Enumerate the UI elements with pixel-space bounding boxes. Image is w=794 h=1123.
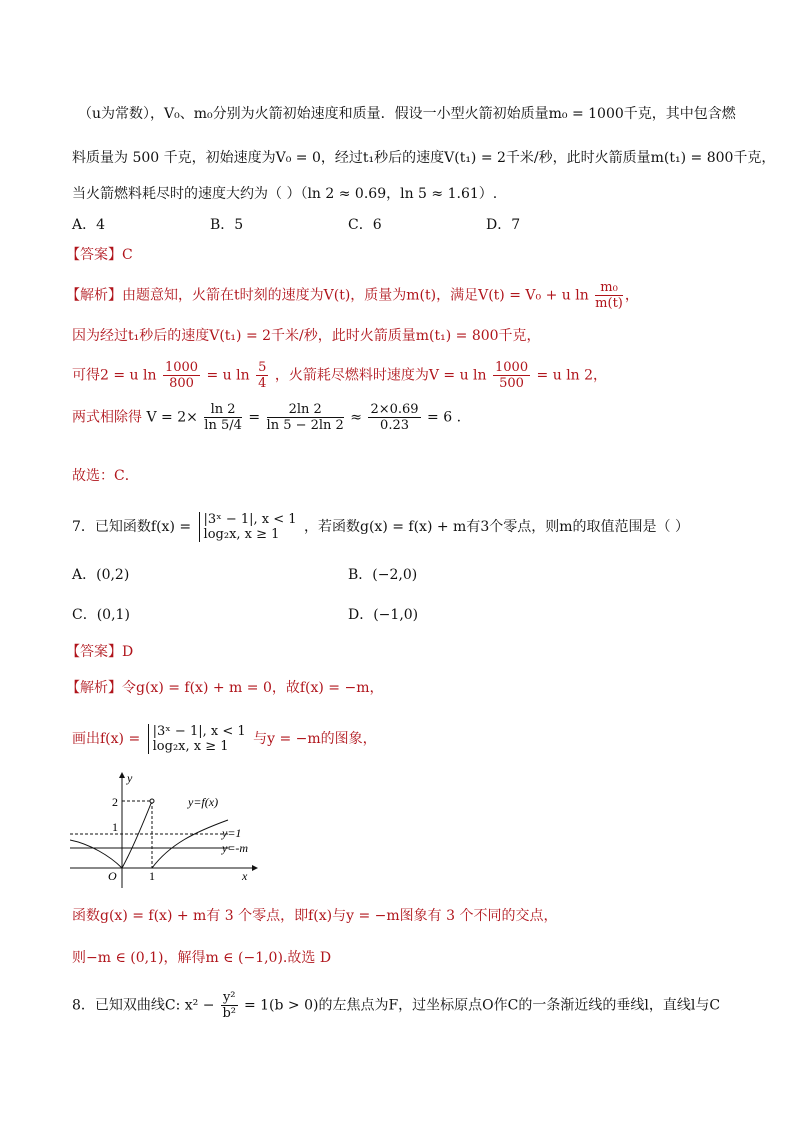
q6-analysis-4: 两式相除得 V = 2× $\frac{\ln 2}{\ln 5/4}$ = $\frac{2\ln 2}{\ln 5 - 2\ln 2}$ ≈ $\frac{2\times 0.69}{0.23}$ = 6 . [72,402,462,433]
q6-line1: （u为常数），V₀、m₀分别为火箭初始速度和质量．假设一小型火箭初始质量m₀ = 1000千克，其中包含燃 [78,106,736,122]
q6-analysis-5: 故选：C． [72,468,139,484]
fraction: $\frac{\text{m₀}}{m(t)}$ [595,280,623,311]
x-axis-label: x [242,869,248,883]
q6-line3: 当火箭燃料耗尽时的速度大约为（ ）（ln 2 ≈ 0.69，ln 5 ≈ 1.61）. [72,186,498,202]
curve-label: y=f(x) [188,795,219,809]
q7-analysis-3: 函数g(x) = f(x) + m有 3 个零点，即f(x)与y = −m图象有 3 个不同的交点， [72,908,558,924]
q7-analysis-2: 画出f(x) = |3ˣ − 1|, x < 1 log₂x, x ≥ 1 与y = −m的图象， [72,724,377,754]
q6-line2: 料质量为 500 千克，初始速度为V₀ = 0，经过t₁秒后的速度V(t₁) = 2千米/秒，此时火箭质量m(t₁) = 800千克， [72,150,776,166]
origin-label: O [108,869,117,883]
answer-value: C [122,247,133,263]
q7-analysis-4: 则−m ∈ (0,1)，解得m ∈ (−1,0).故选 D [72,950,332,966]
tick-x1: 1 [149,869,155,883]
q6-analysis-2: 因为经过t₁秒后的速度V(t₁) = 2千米/秒，此时火箭质量m(t₁) = 800千克， [72,328,541,344]
q6-option-c: C．6 [348,217,382,233]
q7-option-b: B．(−2,0) [348,567,418,583]
curve-right [152,820,228,868]
analysis-text: 由题意知，火箭在t时刻的速度为V(t)，质量为m(t)，满足V(t) = V₀ + u ln [122,287,589,304]
q7-answer: 【答案】D [66,644,134,660]
answer-label: 【答案】 [66,247,122,263]
q6-option-d: D．7 [486,217,521,233]
function-graph [70,770,270,890]
tick-1: 1 [112,820,118,834]
q6-analysis-3: 可得2 = u ln $\frac{1000}{800}$ = u ln $\frac{5}{4}$ ，火箭耗尽燃料时速度为V = u ln $\frac{1000}{500}$ = u ln 2， [72,360,608,391]
y-axis-label: y [127,771,133,785]
line2-label: y=-m [222,841,249,855]
analysis-label: 【解析】 [66,287,122,304]
q7-stem: 7．已知函数f(x) = |3ˣ − 1|, x < 1 log₂x, x ≥ 1 ，若函数g(x) = f(x) + m有3个零点，则m的取值范围是（ ） [72,512,689,542]
q6-option-b: B．5 [210,217,244,233]
q7-option-d: D．(−1,0) [348,607,419,623]
q8-stem: 8．已知双曲线C: x² − $\frac{\text{y²}}{\text{b²}}$ = 1(b > 0)的左焦点为F，过坐标原点O作C的一条渐近线的垂线l，直线l与C [72,990,721,1021]
q6-answer [66,245,133,265]
q6-analysis-1: 【解析】由题意知，火箭在t时刻的速度为V(t)，质量为m(t)，满足V(t) = V₀ + u ln $\frac{\text{m₀}}{m(t)}$ ， [66,280,639,311]
q6-option-a: A．4 [72,217,106,233]
q7-option-a: A．(0,2) [72,567,130,583]
tick-2: 2 [112,795,118,809]
q7-option-c: C．(0,1) [72,607,130,623]
line1-label: y=1 [222,826,242,840]
q7-analysis-1: 【解析】令g(x) = f(x) + m = 0，故f(x) = −m， [66,680,384,696]
piecewise-brace: |3ˣ − 1|, x < 1 log₂x, x ≥ 1 [199,512,297,542]
